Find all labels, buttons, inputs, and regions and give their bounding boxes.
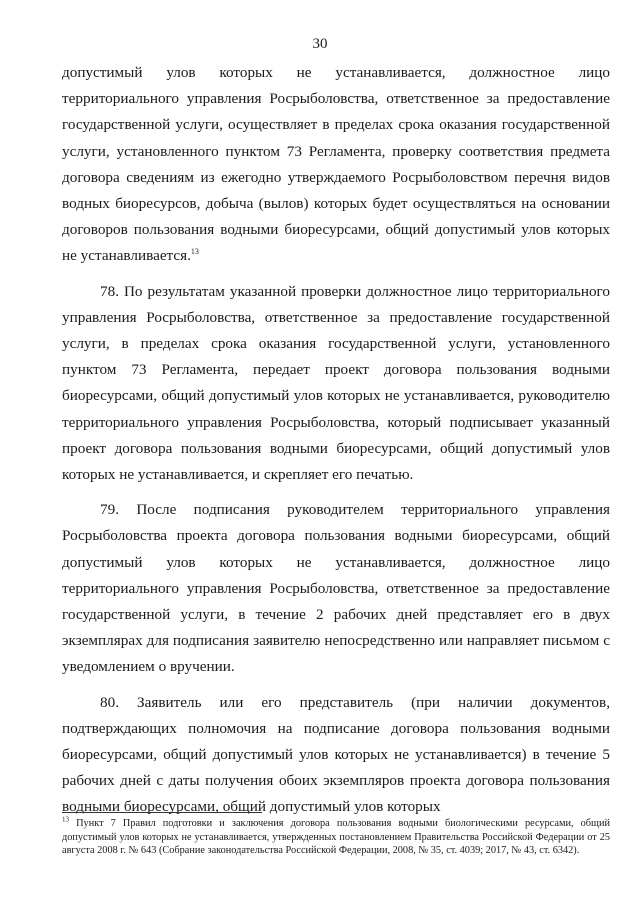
paragraph-continuation — [62, 60, 610, 270]
paragraph-78: 78. По результатам указанной проверки должностное лицо территориального управления Росрыболовства, ответственное за предоставление государственной услуги, в пределах срока оказания государственной услуги, установленного пунктом 73 Регламента, передает проект договора пользования водными биоресурсами, общий допустимый улов которых не устанавливается, руководителю территориального управления Росрыболовства, который подписывает указанный проект договора пользования водными биоресурсами, общий допустимый улов которых не устанавливается, и скрепляет его печатью. — [62, 282, 610, 484]
paragraph-79: 79. После подписания руководителем территориального управления Росрыболовства проекта договора пользования водными биоресурсами, общий допустимый улов которых не устанавливается, должностное лицо территориального управления Росрыболовства, ответственное за предоставление государственной услуги, в течение 2 рабочих дней представляет его в двух экземплярах для подписания заявителю непосредственно или направляет письмом с уведомлением о вручении. — [62, 501, 610, 676]
footnote-reference[interactable]: 13 — [190, 247, 199, 257]
footnote-number: 13 — [62, 815, 69, 824]
paragraph-80: 80. Заявитель или его представитель (при наличии документов, подтверждающих полномочия на подписание договора пользования водными биоресурсами, общий допустимый улов которых не устанавливается) в течение 5 рабочих дней с даты получения обоих экземпляров проекта договора пользования водными биоресурсами, общий допустимый улов которых — [62, 693, 610, 816]
footnote-divider — [62, 812, 262, 813]
footnote-text: Пункт 7 Правил подготовки и заключения договора пользования водными биологическими ресурсами, общий допустимый улов которых не устанавливается, утвержденных постановлением Правительства Российской Федерации от 25 августа 2008 г. № 643 (Собрание законодательства Российской Федерации, 2008, № 35, ст. 4039; 2017, № 43, ст. 6342). — [62, 818, 610, 857]
page-number: 30 — [312, 36, 328, 52]
body-text — [62, 60, 610, 821]
paragraph-text: допустимый улов которых не устанавливается, должностное лицо территориального управления Росрыболовства, ответственное за предоставление государственной услуги, осуществляет в пределах срока оказания государственной услуги, установленного пунктом 73 Регламента, проверку соответствия предмета договора сведениям из ежегодно утверждаемого Росрыболовством перечня видов водных биоресурсов, добыча (вылов) которых будет осуществляться на основании договоров пользования водными биоресурсами, общий допустимый улов которых не устанавливается. — [62, 64, 610, 265]
footnote — [62, 817, 610, 858]
